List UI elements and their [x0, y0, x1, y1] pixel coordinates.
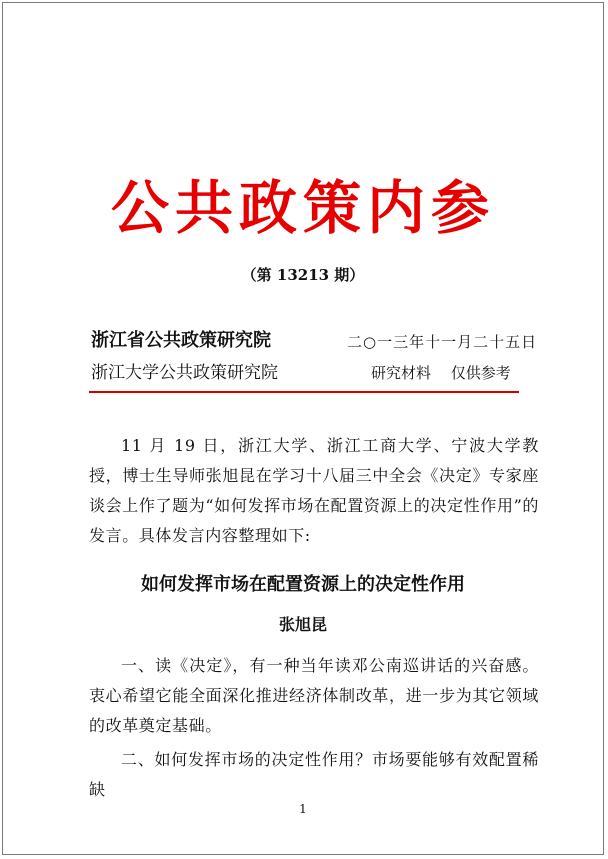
issue-number: （第 13213 期） [241, 266, 365, 284]
publisher-line-1: 浙江省公共政策研究院 [91, 330, 271, 351]
document-title: 公共政策内参 [110, 174, 495, 242]
reference-note: 研究材料 仅供参考 [371, 364, 511, 382]
article-author: 张旭昆 [278, 615, 327, 634]
article-title: 如何发挥市场在配置资源上的决定性作用 [141, 574, 465, 595]
page-number: 1 [299, 802, 307, 816]
document-page [2, 2, 604, 855]
header-divider [89, 391, 519, 393]
intro-paragraph: 11 月 19 日，浙江大学、浙江工商大学、宁波大学教授，博士生导师张旭昆在学习十八届三中全会《决定》专家座谈会上作了题为“如何发挥市场在配置资源上的决定性作用”的发言。具体发言内容整理如下: [89, 436, 539, 545]
body-paragraph-2: 二、如何发挥市场的决定性作用？市场要能够有效配置稀缺 [89, 750, 539, 799]
publisher-line-2: 浙江大学公共政策研究院 [91, 363, 278, 383]
body-paragraph-1: 一、读《决定》，有一种当年读邓公南巡讲话的兴奋感。衷心希望它能全面深化推进经济体制改革，进一步为其它领域的改革奠定基础。 [89, 656, 539, 735]
publish-date: 二○一三年十一月二十五日 [347, 333, 538, 351]
